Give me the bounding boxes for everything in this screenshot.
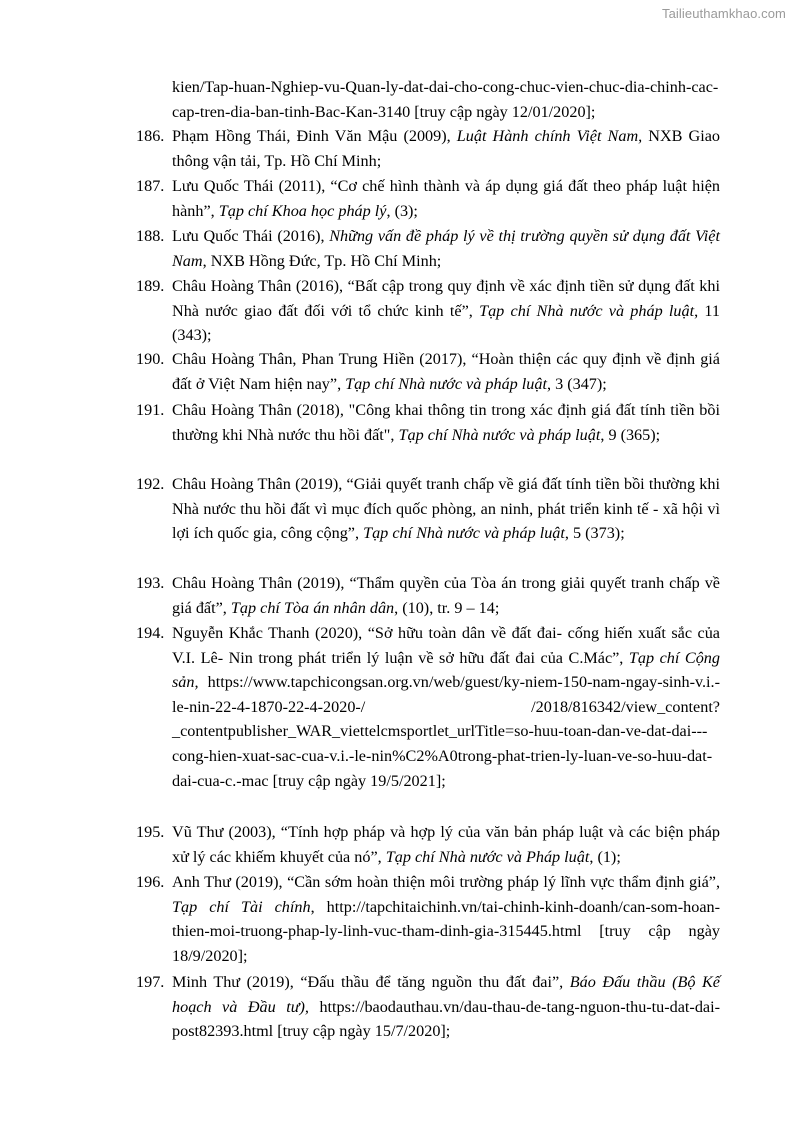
reference-item-190 xyxy=(136,347,720,396)
reference-item-188 xyxy=(136,224,720,273)
reference-item-195 xyxy=(136,820,720,869)
reference-item-194 xyxy=(136,621,720,793)
reference-number: 195. xyxy=(136,823,165,841)
reference-text: Châu Hoàng Thân (2018), "Công khai thông tin trong xác định giá đất tính tiền bồi thường khi Nhà nước thu hồi đất", Tạp chí Nhà nước và pháp luật, 9 (365); xyxy=(172,401,720,444)
reference-number: 192. xyxy=(136,475,165,493)
reference-continuation: kien/Tap-huan-Nghiep-vu-Quan-ly-dat-dai-cho-cong-chuc-vien-chuc-dia-chinh-cac-cap-tren-dia-ban-tinh-Bac-Kan-3140 [truy cập ngày 12/01/2020]; xyxy=(172,78,719,121)
reference-item-191 xyxy=(136,398,720,447)
reference-text: Lưu Quốc Thái (2016), Những vấn đề pháp lý về thị trường quyền sử dụng đất Việt Nam, NXB Hồng Đức, Tp. Hồ Chí Minh; xyxy=(172,227,720,270)
reference-number: 188. xyxy=(136,227,165,245)
reference-text: Châu Hoàng Thân (2016), “Bất cập trong quy định về xác định tiền sử dụng đất khi Nhà nước giao đất đối với tổ chức kinh tế”, Tạp chí Nhà nước và pháp luật, 11 (343); xyxy=(172,277,720,345)
reference-item-189 xyxy=(136,274,720,348)
reference-item-192 xyxy=(136,472,720,546)
reference-number: 196. xyxy=(136,873,165,891)
reference-text: Phạm Hồng Thái, Đinh Văn Mậu (2009), Luật Hành chính Việt Nam, NXB Giao thông vận tải, Tp. Hồ Chí Minh; xyxy=(172,127,720,170)
reference-number: 189. xyxy=(136,277,165,295)
reference-text: Châu Hoàng Thân (2019), “Thẩm quyền của Tòa án trong giải quyết tranh chấp về giá đất”, Tạp chí Tòa án nhân dân, (10), tr. 9 – 14; xyxy=(172,574,720,617)
reference-number: 193. xyxy=(136,574,165,592)
reference-text: Nguyễn Khắc Thanh (2020), “Sở hữu toàn dân về đất đai- cống hiến xuất sắc của V.I. Lê- Nin trong phát triển lý luận về sở hữu đất đai của C.Mác”, Tạp chí Cộng sản, https://www.tapchicongsan.org.vn/web/guest/ky-niem-150-nam-ngay-sinh-v.i.-le-nin-22-4-1870-22-4-2020-/ /2018/816342/view_content?_contentpublisher_WAR_viettelcmsportlet_urlTitle=so-huu-toan-dan-ve-dat-dai---cong-hien-xuat-sac-cua-v.i.-le-nin%C2%A0trong-phat-trien-ly-luan-ve-so-huu-dat-dai-cua-c.-mac [truy cập ngày 19/5/2021]; xyxy=(172,624,720,790)
reference-number: 187. xyxy=(136,177,165,195)
watermark: Tailieuthamkhao.com xyxy=(661,6,786,21)
reference-item-186 xyxy=(136,124,720,173)
reference-text: Châu Hoàng Thân, Phan Trung Hiền (2017), “Hoàn thiện các quy định về định giá đất ở Việt Nam hiện nay”, Tạp chí Nhà nước và pháp luật, 3 (347); xyxy=(172,350,720,393)
reference-number: 194. xyxy=(136,624,165,642)
reference-text: Lưu Quốc Thái (2011), “Cơ chế hình thành và áp dụng giá đất theo pháp luật hiện hành”, Tạp chí Khoa học pháp lý, (3); xyxy=(172,177,720,220)
reference-number: 186. xyxy=(136,127,165,145)
reference-item-187 xyxy=(136,174,720,223)
reference-item-197 xyxy=(136,970,720,1044)
reference-number: 191. xyxy=(136,401,165,419)
reference-text: Châu Hoàng Thân (2019), “Giải quyết tranh chấp về giá đất tính tiền bồi thường khi Nhà nước thu hồi đất vì mục đích quốc phòng, an ninh, phát triển kinh tế - xã hội vì lợi ích quốc gia, công cộng”, Tạp chí Nhà nước và pháp luật, 5 (373); xyxy=(172,475,720,543)
reference-text: Anh Thư (2019), “Cần sớm hoàn thiện môi trường pháp lý lĩnh vực thẩm định giá”, Tạp chí Tài chính, http://tapchitaichinh.vn/tai-chinh-kinh-doanh/can-som-hoan-thien-moi-truong-phap-ly-linh-vuc-tham-dinh-gia-315445.html [truy cập ngày 18/9/2020]; xyxy=(172,873,720,965)
reference-number: 197. xyxy=(136,973,165,991)
reference-text: Minh Thư (2019), “Đấu thầu để tăng nguồn thu đất đai”, Báo Đấu thầu (Bộ Kế hoạch và Đầu tư), https://baodauthau.vn/dau-thau-de-tang-nguon-thu-tu-dat-dai-post82393.html [truy cập ngày 15/7/2020]; xyxy=(172,973,720,1041)
reference-item-196 xyxy=(136,870,720,968)
reference-text: Vũ Thư (2003), “Tính hợp pháp và hợp lý của văn bản pháp luật và các biện pháp xử lý các khiếm khuyết của nó”, Tạp chí Nhà nước và Pháp luật, (1); xyxy=(172,823,720,866)
reference-item-193 xyxy=(136,571,720,620)
reference-number: 190. xyxy=(136,350,165,368)
